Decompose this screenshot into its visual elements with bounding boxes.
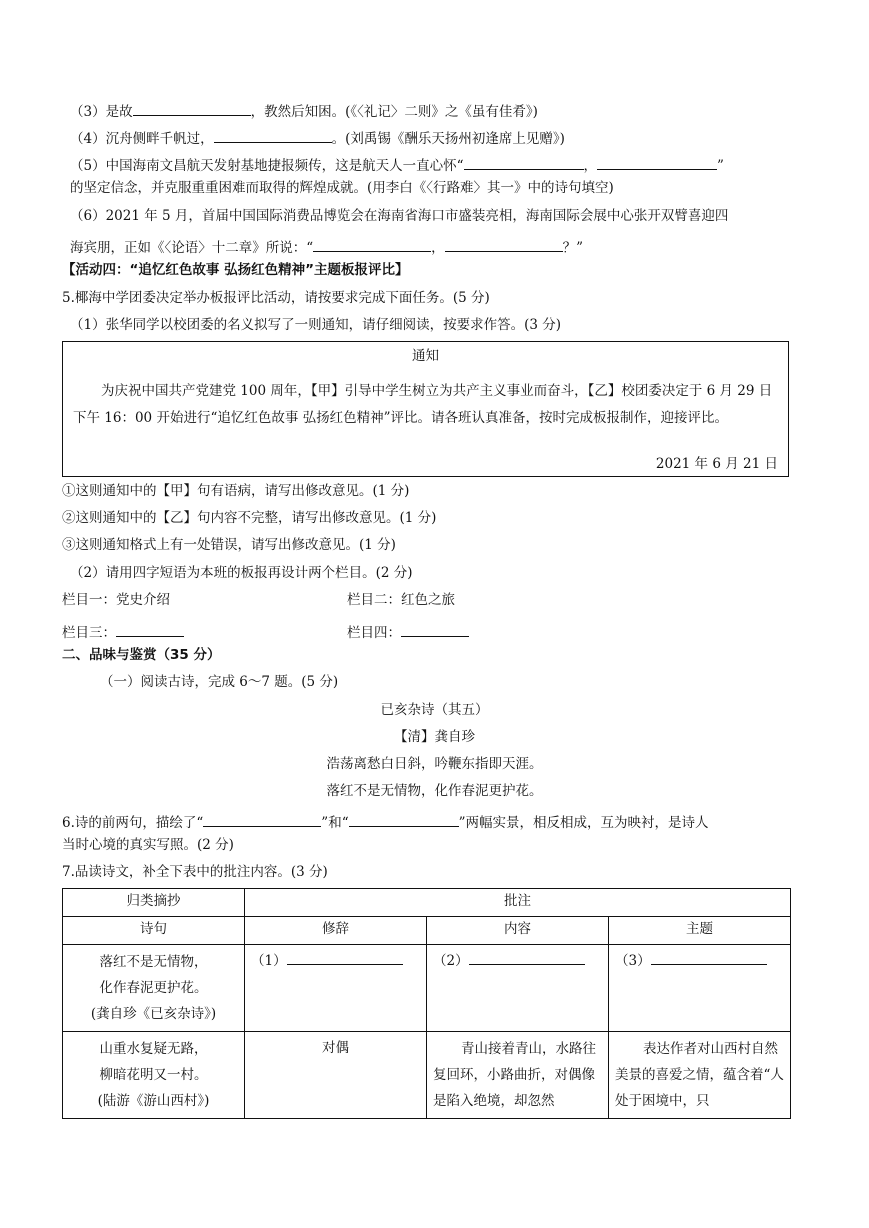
question-7: 7.品读诗文，补全下表中的批注内容。(3 分) bbox=[62, 864, 328, 880]
row2-content: 青山接着青山，水路往复回环，小路曲折，对偶像是陷入绝境，却忽然 bbox=[427, 1032, 609, 1119]
row1-poem: 落红不是无情物， 化作春泥更护花。 (龚自珍《已亥杂诗》) bbox=[63, 945, 245, 1032]
question-6-fill-line2: 海宾朋，正如《〈论语〉十二章》所说：“ ， ？” bbox=[70, 237, 583, 256]
notice-box bbox=[62, 341, 789, 477]
answer-blank[interactable] bbox=[469, 950, 585, 965]
notice-title: 通知 bbox=[412, 348, 439, 364]
column-2: 栏目二：红色之旅 bbox=[347, 592, 455, 608]
answer-blank[interactable] bbox=[133, 101, 251, 116]
row2-poem: 山重水复疑无路， 柳暗花明又一村。 (陆游《游山西村》) bbox=[63, 1032, 245, 1119]
question-3: （3）是故 ，教然后知困。(《〈礼记〉二则》之《虽有佳肴》) bbox=[70, 101, 538, 120]
header-content: 内容 bbox=[427, 917, 609, 945]
row1-theme: （3） bbox=[609, 945, 791, 1032]
row2-rhetoric: 对偶 bbox=[245, 1032, 427, 1119]
column-3: 栏目三： bbox=[62, 622, 184, 641]
answer-blank[interactable] bbox=[214, 128, 332, 143]
activity-heading: 【活动四：“追忆红色故事 弘扬红色精神”主题板报评比】 bbox=[62, 262, 409, 278]
header-poem: 诗句 bbox=[63, 917, 245, 945]
poem-title: 已亥杂诗（其五） bbox=[380, 702, 489, 718]
row1-rhetoric: （1） bbox=[245, 945, 427, 1032]
header-excerpt: 归类摘抄 bbox=[63, 889, 245, 917]
header-rhetoric: 修辞 bbox=[245, 917, 427, 945]
notice-body: 为庆祝中国共产党建党 100 周年，【甲】引导中学生树立为共产主义事业而奋斗，【乙】校团委决定于 6 月 29 日下午 16：00 开始进行“追忆红色故事 弘扬红色精神”评比。请各班认真准备，按时完成板报制作，迎接评比。 bbox=[73, 383, 773, 426]
column-4: 栏目四： bbox=[347, 622, 469, 641]
answer-blank[interactable] bbox=[464, 155, 584, 170]
answer-blank[interactable] bbox=[401, 622, 469, 637]
column-1: 栏目一：党史介绍 bbox=[62, 592, 170, 608]
question-5-fill: （5）中国海南文昌航天发射基地捷报频传，这是航天人一直心怀“ ， ” bbox=[70, 155, 724, 174]
header-note: 批注 bbox=[245, 889, 791, 917]
question-5-part-1: （1）张华同学以校团委的名义拟写了一则通知，请仔细阅读，按要求作答。(3 分) bbox=[70, 317, 562, 333]
answer-blank[interactable] bbox=[349, 812, 459, 827]
question-4: （4）沉舟侧畔千帆过， 。(刘禹锡《酬乐天扬州初逢席上见赠》) bbox=[70, 128, 565, 147]
table-row bbox=[63, 945, 791, 1032]
question-6: 6.诗的前两句，描绘了“ ”和“ ”两幅实景，相反相成，互为映衬，是诗人 bbox=[62, 812, 709, 831]
row1-content: （2） bbox=[427, 945, 609, 1032]
sub-question-3: ③这则通知格式上有一处错误，请写出修改意见。(1 分) bbox=[62, 537, 396, 553]
answer-blank[interactable] bbox=[651, 950, 767, 965]
annotation-table bbox=[62, 888, 791, 1119]
row2-theme: 表达作者对山西村自然美景的喜爱之情，蕴含着“人处于困境中，只 bbox=[609, 1032, 791, 1119]
question-6-line2: 当时心境的真实写照。(2 分) bbox=[62, 837, 234, 853]
sub-question-2: ②这则通知中的【乙】句内容不完整，请写出修改意见。(1 分) bbox=[62, 510, 437, 526]
part-heading: （一）阅读古诗，完成 6～7 题。(5 分) bbox=[100, 674, 339, 690]
answer-blank[interactable] bbox=[203, 812, 321, 827]
notice-date: 2021 年 6 月 21 日 bbox=[655, 456, 778, 472]
poem-author: 【清】龚自珍 bbox=[394, 729, 475, 745]
answer-blank[interactable] bbox=[445, 237, 563, 252]
question-5-main: 5.椰海中学团委决定举办板报评比活动，请按要求完成下面任务。(5 分) bbox=[62, 290, 490, 306]
answer-blank[interactable] bbox=[313, 237, 431, 252]
question-5-part-2: （2）请用四字短语为本班的板报再设计两个栏目。(2 分) bbox=[70, 565, 413, 581]
answer-blank[interactable] bbox=[597, 155, 717, 170]
question-5-fill-line2: 的坚定信念，并克服重重困难而取得的辉煌成就。(用李白《〈行路难〉其一》中的诗句填空) bbox=[70, 180, 614, 196]
section-heading: 二、品味与鉴赏（35 分） bbox=[62, 647, 221, 663]
question-6-fill: （6）2021 年 5 月，首届中国国际消费品博览会在海南省海口市盛装亮相，海南国际会展中心张开双臂喜迎四 bbox=[70, 208, 729, 224]
table-row bbox=[63, 1032, 791, 1119]
answer-blank[interactable] bbox=[287, 950, 403, 965]
header-theme: 主题 bbox=[609, 917, 791, 945]
poem-line-1: 浩荡离愁白日斜，吟鞭东指即天涯。 bbox=[326, 756, 543, 772]
poem-line-2: 落红不是无情物，化作春泥更护花。 bbox=[326, 783, 543, 799]
sub-question-1: ①这则通知中的【甲】句有语病，请写出修改意见。(1 分) bbox=[62, 483, 410, 499]
answer-blank[interactable] bbox=[116, 622, 184, 637]
